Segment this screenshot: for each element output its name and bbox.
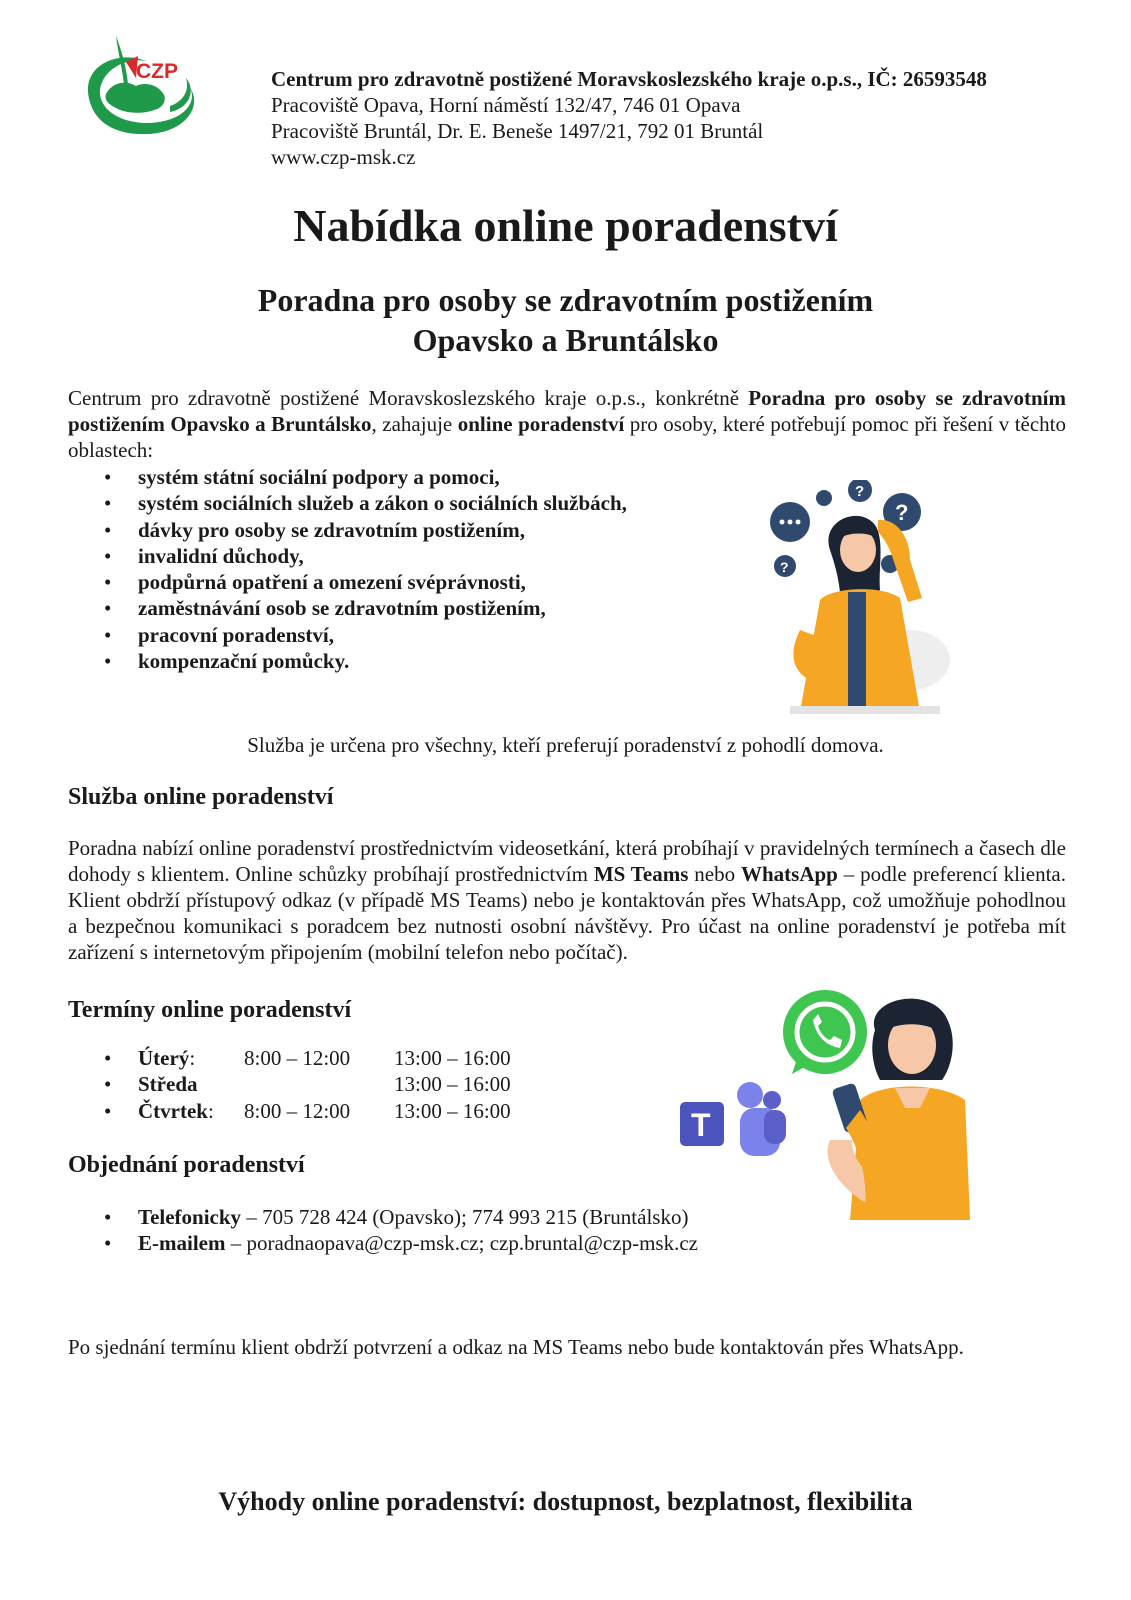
schedule-list (68, 1045, 628, 1124)
website-link[interactable]: www.czp-msk.cz (271, 145, 416, 169)
intro-text-1: Centrum pro zdravotně postižené Moravskoslezského kraje o.p.s., konkrétně (68, 386, 749, 410)
schedule-row (68, 1098, 628, 1124)
svg-text:?: ? (895, 500, 909, 525)
woman-with-phone-illustration (680, 990, 980, 1220)
bullet: • (104, 1072, 112, 1097)
afternoon-hours: 13:00 – 16:00 (394, 1046, 511, 1070)
schedule-day (138, 1098, 214, 1124)
teams-icon (680, 1082, 786, 1156)
areas-list (68, 464, 768, 674)
advantages-text: Výhody online poradenství: dostupnost, bezplatnost, flexibilita (218, 1487, 913, 1516)
czp-logo (78, 32, 203, 137)
afternoon-hours: 13:00 – 16:00 (394, 1098, 511, 1123)
svg-text:T: T (691, 1107, 711, 1143)
svg-text:?: ? (780, 559, 789, 575)
service-text-1: Poradna nabízí online poradenství prostřednictvím videosetkání, která probíhají v pravidelných termínech a časech dle dohody s klientem. Online schůzky probíhají prostřednictvím (68, 836, 1066, 886)
contact-value[interactable]: – 705 728 424 (Opavsko); 774 993 215 (Bruntálsko) (241, 1205, 689, 1229)
order-heading: Objednání poradenství (68, 1152, 305, 1178)
day-colon: : (189, 1046, 196, 1070)
service-heading: Služba online poradenství (68, 784, 334, 810)
ms-teams-bold: MS Teams (593, 862, 689, 886)
subtitle-line-1: Poradna pro osoby se zdravotním postižením (257, 282, 874, 318)
bullet: • (104, 1046, 112, 1070)
morning-hours: 8:00 – 12:00 (244, 1046, 351, 1070)
day-colon: : (207, 1098, 214, 1123)
whatsapp-bold: WhatsApp (740, 862, 838, 886)
service-text-2: nebo (688, 862, 741, 886)
contact-list (68, 1204, 828, 1257)
list-item: • systém státní sociální podpory a pomoci, (68, 464, 768, 490)
intro-paragraph (68, 385, 1066, 463)
service-for-all-text: Služba je určena pro všechny, kteří preferují poradenství z pohodlí domova. (247, 733, 884, 757)
page-title: Nabídka online poradenství (293, 200, 838, 251)
morning-hours: 8:00 – 12:00 (244, 1098, 351, 1123)
contact-email (68, 1230, 828, 1256)
schedule-day (138, 1045, 195, 1071)
intro-bold-2: online poradenství (457, 412, 625, 436)
list-item: • systém sociálních služeb a zákon o sociálních službách, (68, 490, 768, 516)
afternoon-hours: 13:00 – 16:00 (394, 1072, 511, 1097)
whatsapp-icon (783, 990, 867, 1074)
list-item: • invalidní důchody, (68, 543, 768, 569)
subtitle-line-2: Opavsko a Bruntálsko (412, 322, 719, 358)
service-text-3: – podle preferencí klienta. Klient obdrží přístupový odkaz (v případě MS Teams) nebo je kontaktován přes WhatsApp, což umožňuje pohodlnou a bezpečnou komunikaci s poradcem bez nutnosti osobní návštěvy. Pro účast na online poradenství je potřeba mít zařízení s internetovým připojením (mobilní telefon nebo počítač). (68, 862, 1067, 964)
schedule-heading: Termíny online poradenství (68, 997, 352, 1023)
contact-phone (68, 1204, 828, 1230)
organization-name: Centrum pro zdravotně postižené Moravskoslezského kraje o.p.s., IČ: 26593548 (271, 67, 987, 91)
schedule-row (68, 1045, 628, 1071)
address-bruntal: Pracoviště Bruntál, Dr. E. Beneše 1497/21, 792 01 Bruntál (271, 119, 764, 143)
contact-label: E-mailem (138, 1231, 226, 1256)
intro-text-3: pro osoby, které potřebují pomoc při řešení v těchto oblastech: (68, 412, 1067, 462)
list-item: • pracovní poradenství, (68, 622, 768, 648)
contact-value[interactable]: – poradnaopava@czp-msk.cz; czp.bruntal@czp-msk.cz (225, 1231, 698, 1256)
intro-text-2: , zahajuje (371, 412, 458, 436)
organization-header (271, 66, 1071, 170)
service-paragraph (68, 835, 1066, 965)
day-name: Středa (138, 1072, 198, 1097)
day-name: Čtvrtek (138, 1098, 208, 1123)
schedule-day (138, 1071, 198, 1097)
svg-text:?: ? (855, 483, 865, 500)
list-item: • zaměstnávání osob se zdravotním postižením, (68, 595, 768, 621)
logo-text: CZP (136, 60, 178, 83)
bullet: • (104, 1098, 112, 1123)
contact-label: Telefonicky (138, 1205, 242, 1229)
list-item: • kompenzační pomůcky. (68, 648, 768, 674)
day-name: Úterý (138, 1046, 190, 1070)
schedule-row (68, 1071, 628, 1097)
subtitle (0, 280, 1131, 360)
thinking-woman-illustration (760, 480, 960, 716)
list-item: • podpůrná opatření a omezení svéprávnosti, (68, 569, 768, 595)
confirmation-text: Po sjednání termínu klient obdrží potvrzení a odkaz na MS Teams nebo bude kontaktován přes WhatsApp. (68, 1335, 964, 1359)
intro-bold-1: Poradna pro osoby se zdravotním postižením Opavsko a Bruntálsko (68, 386, 1066, 436)
list-item: • dávky pro osoby se zdravotním postižením, (68, 517, 768, 543)
address-opava: Pracoviště Opava, Horní náměstí 132/47, 746 01 Opava (271, 93, 741, 117)
